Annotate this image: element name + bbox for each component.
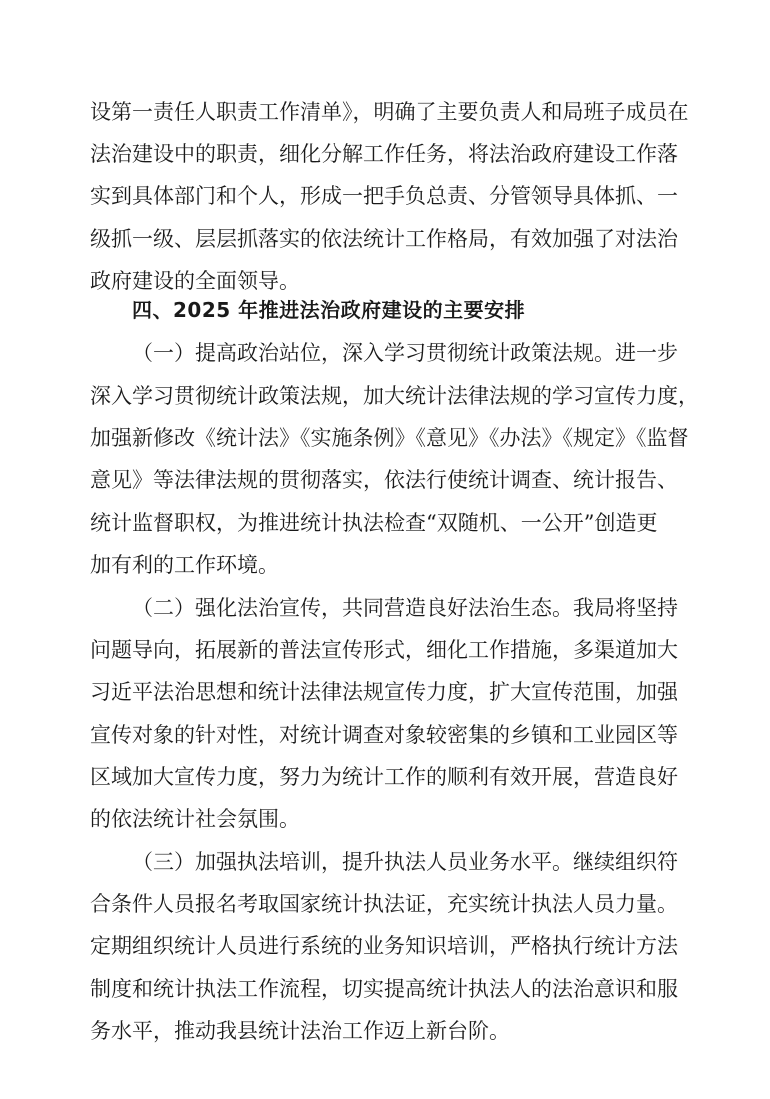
body-text-line: 加强新修改《统计法》《实施条例》《意见》《办法》《规定》《监督 <box>90 426 689 450</box>
body-text-line: 务水平，推动我县统计法治工作迈上新台阶。 <box>90 1019 510 1043</box>
body-text-line: 宣传对象的针对性，对统计调查对象较密集的乡镇和工业园区等 <box>90 723 678 747</box>
body-text-line: 政府建设的全面领导。 <box>90 269 300 293</box>
paragraph-lead-line: （三）加强执法培训，提升执法人员业务水平。继续组织符 <box>132 850 678 874</box>
body-text-line: 合条件人员报名考取国家统计执法证，充实统计执法人员力量。 <box>90 892 678 916</box>
body-text-line: 级抓一级、层层抓落实的依法统计工作格局，有效加强了对法治 <box>90 227 678 251</box>
section-heading: 四、2025 年推进法治政府建设的主要安排 <box>132 298 526 322</box>
body-text-line: 问题导向，拓展新的普法宣传形式，细化工作措施，多渠道加大 <box>90 638 678 662</box>
body-text-line: 意见》等法律法规的贯彻落实，依法行使统计调查、统计报告、 <box>90 468 678 492</box>
body-text-line: 的依法统计社会氛围。 <box>90 807 300 831</box>
body-text-line: 统计监督职权，为推进统计执法检查“双随机、一公开”创造更 <box>90 511 658 535</box>
body-text-line: 加有利的工作环境。 <box>90 553 279 577</box>
body-text-line: 实到具体部门和个人，形成一把手负总责、分管领导具体抓、一 <box>90 184 678 208</box>
body-text-line: 设第一责任人职责工作清单》，明确了主要负责人和局班子成员在 <box>90 100 689 124</box>
body-text-line: 定期组织统计人员进行系统的业务知识培训，严格执行统计方法 <box>90 934 678 958</box>
body-text-line: 区域加大宣传力度，努力为统计工作的顺利有效开展，营造良好 <box>90 765 678 789</box>
body-text-line: 习近平法治思想和统计法律法规宣传力度，扩大宣传范围，加强 <box>90 680 678 704</box>
body-text-line: 深入学习贯彻统计政策法规，加大统计法律法规的学习宣传力度， <box>90 384 699 408</box>
body-text-line: 制度和统计执法工作流程，切实提高统计执法人的法治意识和服 <box>90 977 678 1001</box>
body-text-line: 法治建设中的职责，细化分解工作任务，将法治政府建设工作落 <box>90 142 678 166</box>
paragraph-lead-line: （二）强化法治宣传，共同营造良好法治生态。我局将坚持 <box>132 596 678 620</box>
paragraph-lead-line: （一）提高政治站位，深入学习贯彻统计政策法规。进一步 <box>132 341 678 365</box>
